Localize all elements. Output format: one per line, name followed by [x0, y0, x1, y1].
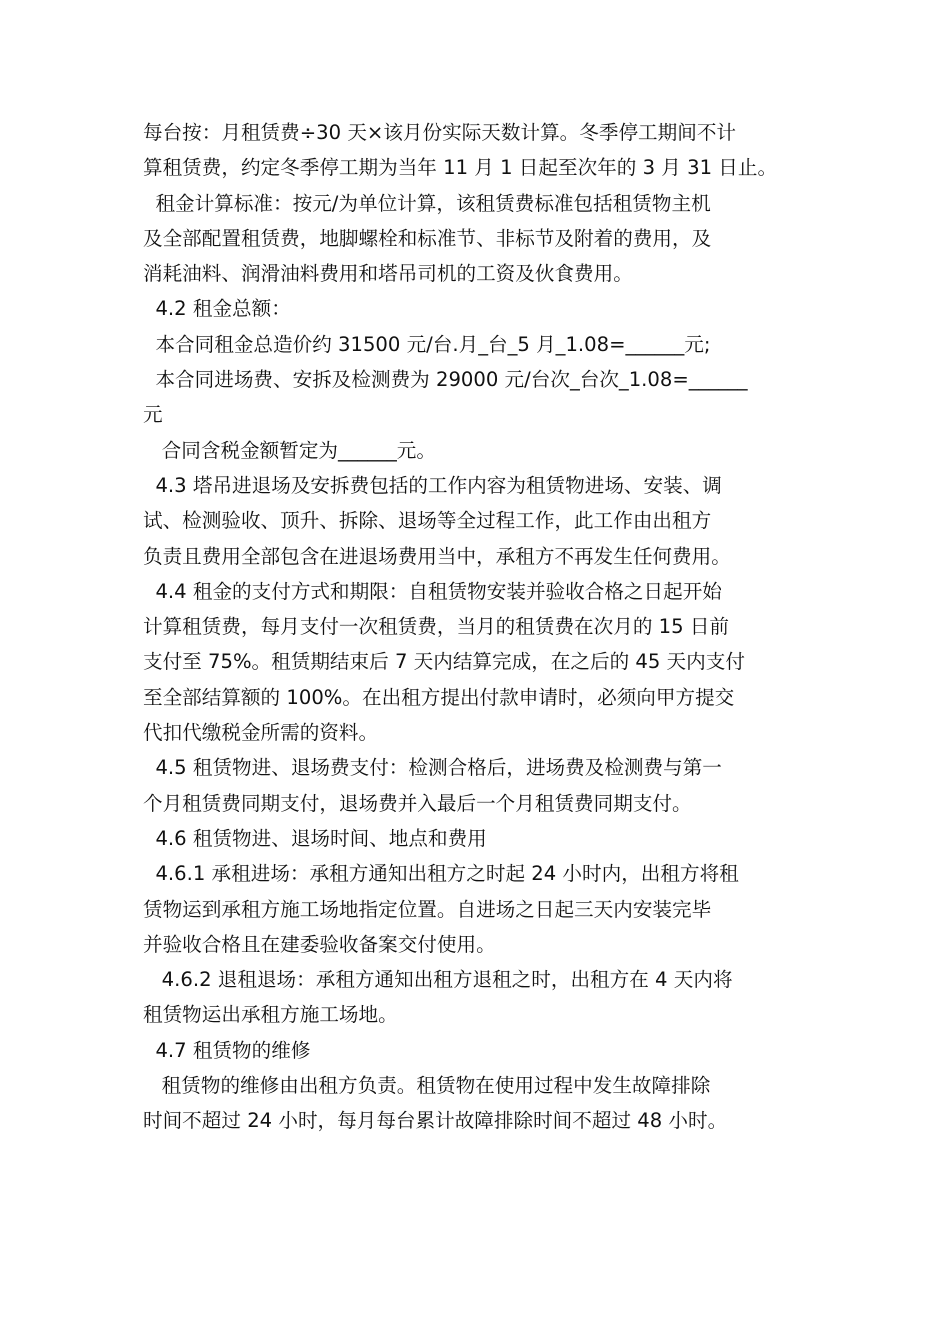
- text-line: 负责且费用全部包含在进退场费用当中，承租方不再发生任何费用。: [143, 544, 731, 568]
- text-line: 4.3 塔吊进退场及安拆费包括的工作内容为租赁物进场、安装、调: [143, 473, 722, 497]
- section-heading: 4.6 租赁物进、退场时间、地点和费用: [143, 826, 487, 850]
- text-line: 每台按：月租赁费÷30 天×该月份实际天数计算。冬季停工期间不计: [143, 121, 737, 144]
- text-line: 本合同进场费、安拆及检测费为 29000 元/台次_台次_1.08=______: [143, 368, 748, 392]
- text-line: 合同含税金额暂定为______元。: [143, 438, 436, 462]
- text-line: 赁物运到承租方施工场地指定位置。自进场之日起三天内安装完毕: [143, 897, 712, 921]
- section-heading: 4.7 租赁物的维修: [143, 1038, 311, 1062]
- text-line: 租赁物运出承租方施工场地。: [143, 1003, 398, 1027]
- text-line: 及全部配置租赁费，地脚螺栓和标准节、非标节及附着的费用，及: [143, 226, 712, 250]
- text-line: 计算租赁费，每月支付一次租赁费，当月的租赁费在次月的 15 日前: [143, 615, 730, 639]
- text-line: 本合同租金总造价约 31500 元/台.月_台_5 月_1.08=______元;: [143, 332, 711, 356]
- text-line: 支付至 75%。租赁期结束后 7 天内结算完成，在之后的 45 天内支付: [143, 650, 745, 674]
- text-line: 代扣代缴税金所需的资料。: [143, 721, 379, 745]
- text-line: 租赁物的维修由出租方负责。租赁物在使用过程中发生故障排除: [143, 1074, 711, 1098]
- text-line: 至全部结算额的 100%。在出租方提出付款申请时，必须向甲方提交: [143, 685, 735, 709]
- text-line: 租金计算标准：按元/为单位计算，该租赁费标准包括租赁物主机: [143, 191, 711, 215]
- text-line: 并验收合格且在建委验收备案交付使用。: [143, 932, 496, 956]
- text-line: 时间不超过 24 小时，每月每台累计故障排除时间不超过 48 小时。: [143, 1109, 728, 1133]
- section-heading: 4.2 租金总额：: [143, 297, 291, 321]
- document-body: [143, 115, 813, 1139]
- text-line: 4.6.2 退租退场：承租方通知出租方退租之时，出租方在 4 天内将: [143, 968, 733, 992]
- text-line: 试、检测验收、顶升、拆除、退场等全过程工作，此工作由出租方: [143, 509, 712, 533]
- text-line: 4.6.1 承租进场：承租方通知出租方之时起 24 小时内，出租方将租: [143, 862, 739, 886]
- text-line: 算租赁费，约定冬季停工期为当年 11 月 1 日起至次年的 3 月 31 日止。: [143, 156, 778, 180]
- text-line: 4.4 租金的支付方式和期限：自租赁物安装并验收合格之日起开始: [143, 579, 722, 603]
- text-line: 元: [143, 403, 163, 427]
- text-line: 消耗油料、润滑油料费用和塔吊司机的工资及伙食费用。: [143, 262, 633, 286]
- text-line: 个月租赁费同期支付，退场费并入最后一个月租赁费同期支付。: [143, 791, 692, 815]
- text-line: 4.5 租赁物进、退场费支付：检测合格后，进场费及检测费与第一: [143, 756, 722, 780]
